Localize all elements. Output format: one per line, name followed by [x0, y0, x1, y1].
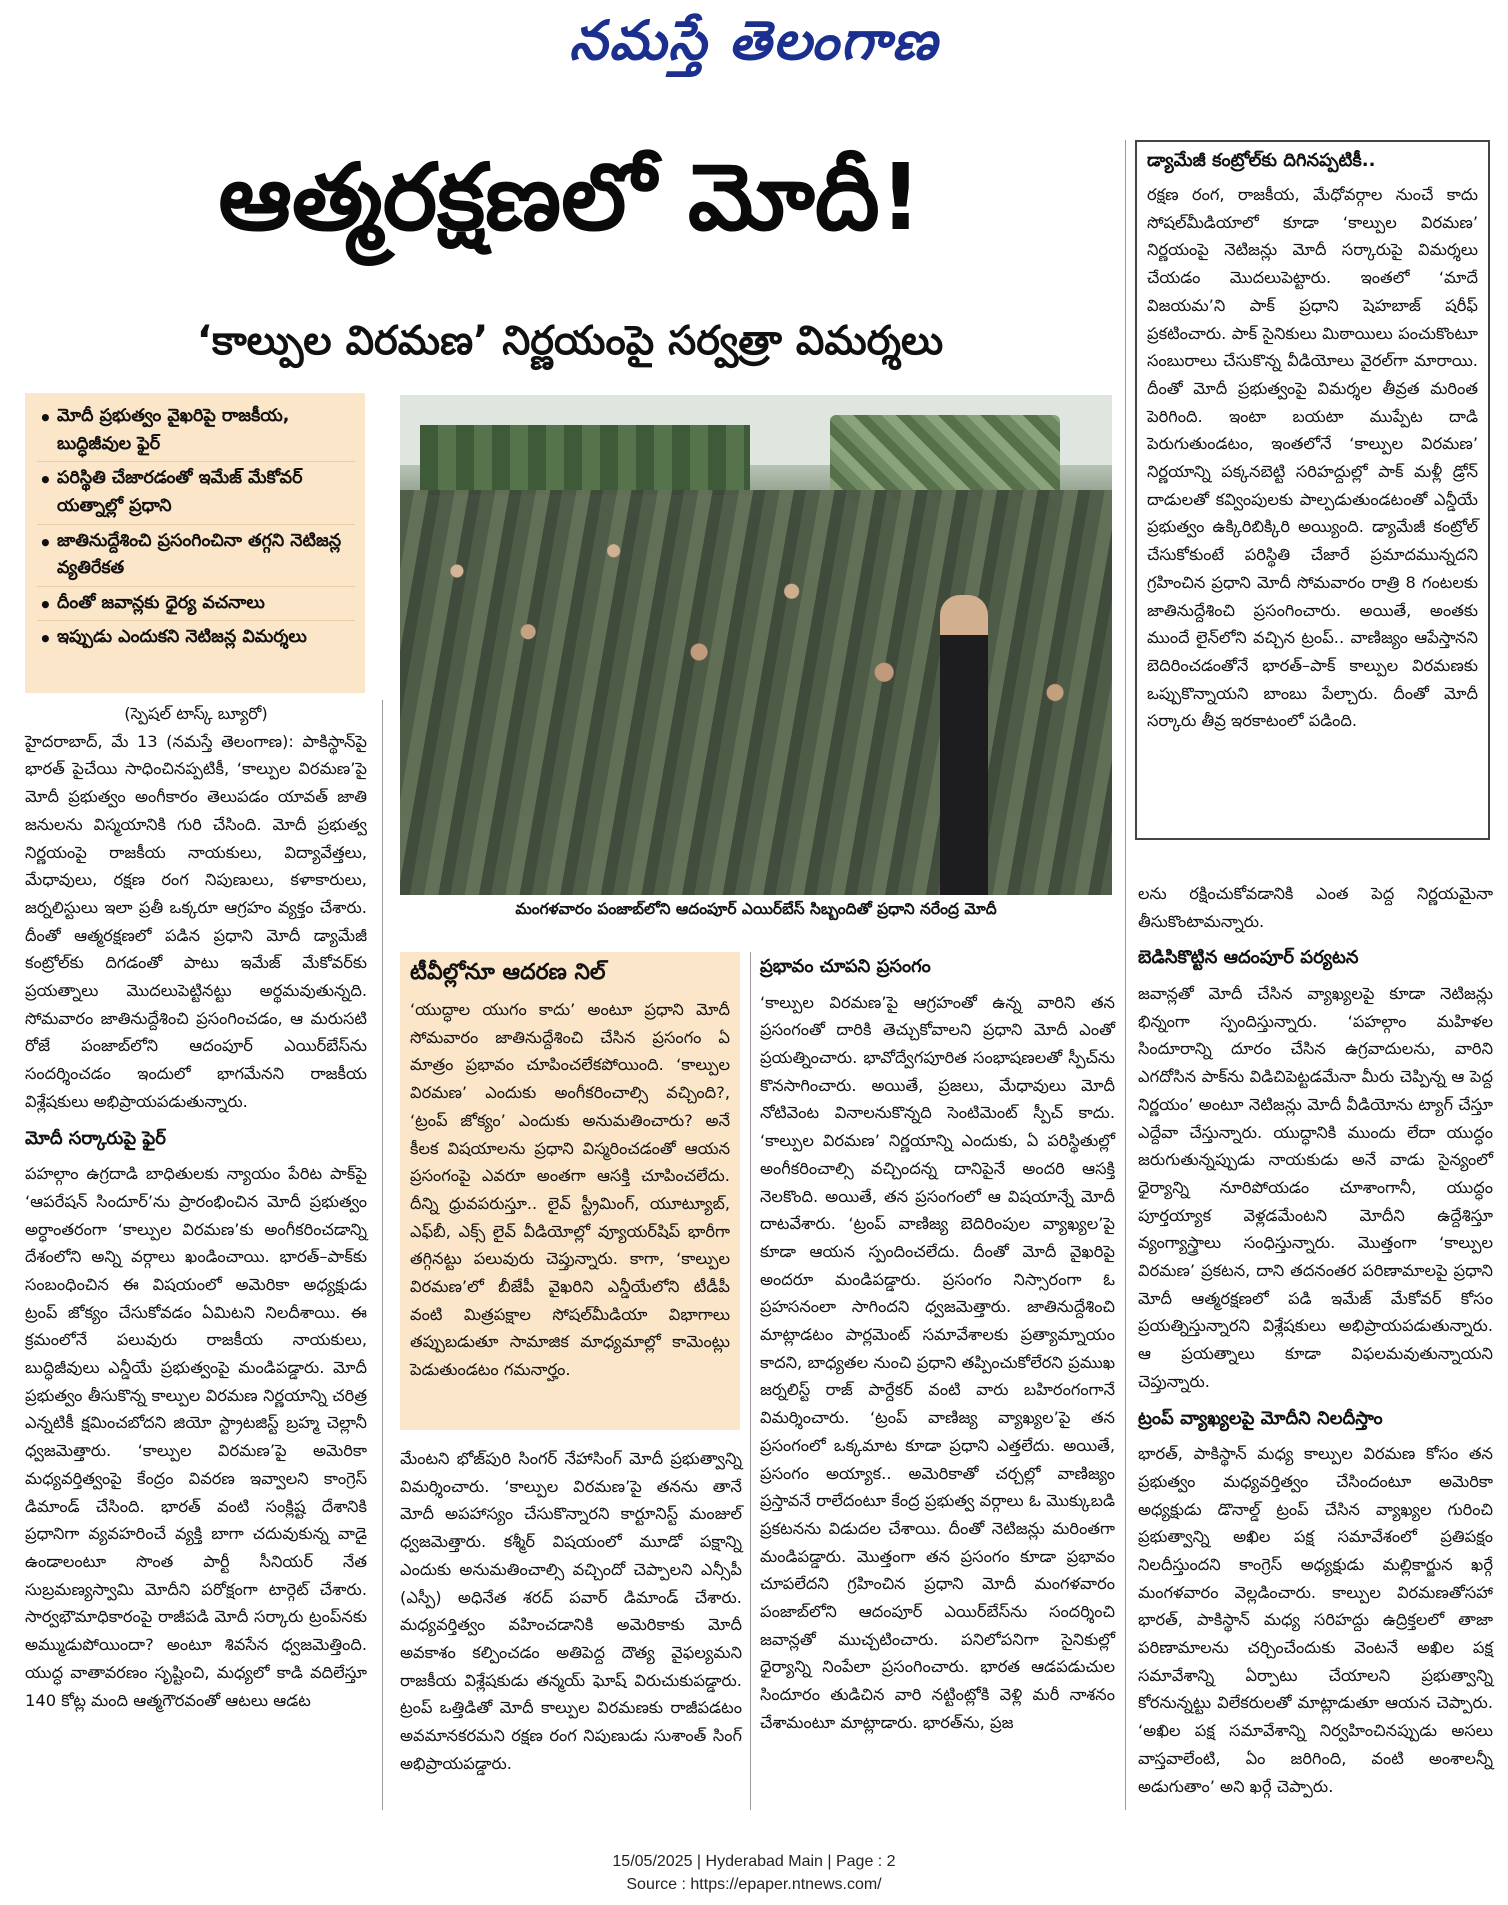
highlights-list: [37, 403, 355, 655]
headline: ఆత్మరక్షణలో మోదీ!: [218, 144, 922, 251]
article-body: భారత్, పాకిస్థాన్ మధ్య కాల్పుల విరమణ కోసం తన ప్రభుత్వం మధ్యవర్తిత్వం చేసిందంటూ అమెరికా అధ్యక్షుడు డొనాల్డ్ ట్రంప్ చేసిన వ్యాఖ్యల గురించి ప్రభుత్వాన్ని అఖిల పక్ష సమావేశంలో ప్రతిపక్షం నిలదీస్తుందని కాంగ్రెస్ అధ్యక్షుడు మల్లికార్జున ఖర్గే మంగళవారం వెల్లడించారు. కాల్పుల విరమణతోసహా భారత్, పాకిస్థాన్ మధ్య సరిహద్దు ఉద్రిక్తలలో తాజా పరిణామాలను చర్చించేందుకు వెంటనే అఖిల పక్ష సమావేశాన్ని ఏర్పాటు చేయాలని ప్రభుత్వాన్ని కోరనున్నట్టు విలేకరులతో మాట్లాడుతూ ఆయన చెప్పారు. ‘అఖిల పక్ష సమావేశాన్ని నిర్వహించినప్పుడు అసలు వాస్తవాలేంటి, ఏం జరిగింది, వంటి అంశాలన్నీ అడుగుతాం’ అని ఖర్గే చెప్పారు.: [1138, 1444, 1493, 1796]
article-column-2: [400, 1445, 742, 1815]
column-divider: [382, 700, 383, 1810]
source-link[interactable]: Source : https://epaper.ntnews.com/: [626, 1876, 882, 1894]
highlights-box: [25, 393, 365, 693]
article-lead: లను రక్షించుకోవడానికి ఎంత పెద్ద నిర్ణయమైనా తీసుకొంటామన్నారు.: [1138, 884, 1493, 931]
section-heading: ప్రభావం చూపని ప్రసంగం: [760, 956, 931, 977]
section-heading: మోదీ సర్కారుపై ఫైర్: [25, 1127, 166, 1149]
column-divider: [1125, 140, 1126, 1810]
highlight-item: • ఇప్పుడు ఎందుకని నెటిజన్ల విమర్శలు: [37, 624, 355, 655]
article-intro: హైదరాబాద్, మే 13 (నమస్తే తెలంగాణ): పాకిస్థాన్‌పై భారత్ పైచేయి సాధించినప్పటికీ, ‘కాల్పుల విరమణ’పై మోదీ ప్రభుత్వం అంగీకారం తెలుపడం యావత్ జాతి జనులను విస్మయానికి గురి చేసింది. మోదీ ప్రభుత్వ నిర్ణయంపై రాజకీయ నాయకులు, విద్యావేత్తలు, మేధావులు, రక్షణ రంగ నిపుణులు, కళాకారులు, జర్నలిస్టులు ఇలా ప్రతీ ఒక్కరూ ఆగ్రహం వ్యక్తం చేశారు. దీంతో ఆత్మరక్షణలో పడిన ప్రధాని మోదీ డ్యామేజీ కంట్రోల్‌కు దిగడంతో పాటు ఇమేజ్ మేకోవర్‌కు ప్రయత్నాలు మొదలుపెట్టినట్టు అర్థమవుతున్నది. సోమవారం జాతినుద్దేశించి ప్రసంగించడం, ఆ మరుసటి రోజే పంజాబ్‌లోని ఆదంపూర్ ఎయిర్‌బేస్‌ను సందర్శించడం ఇందులో భాగమేనని రాజకీయ విశ్లేషకులు అభిప్రాయపడుతున్నారు.: [25, 731, 367, 1111]
tv-sidebar-box: [400, 952, 740, 1430]
article-body: ‘కాల్పుల విరమణ’పై ఆగ్రహంతో ఉన్న వారిని తన ప్రసంగంతో దారికి తెచ్చుకోవాలని ప్రధాని మోదీ ఎంతో ప్రయత్నించారు. భావోద్వేగపూరిత సంభాషణలతో స్పీచ్‌ను కొనసాగించారు. అయితే, ప్రజలు, మేధావులు మోదీ నోటివెంట వినాలనుకొన్నది సెంటిమెంట్ స్పీచ్ కాదు. ‘కాల్పుల విరమణ’ నిర్ణయాన్ని ఎందుకు, ఏ పరిస్థితుల్లో అంగీకరించాల్సి వచ్చిందన్న దానిపైనే అందరి ఆసక్తి నెలకొంది. అయితే, తన ప్రసంగంలో ఆ విషయాన్నే మోదీ దాటవేశారు. ‘ట్రంప్ వాణిజ్య బెదిరింపుల వ్యాఖ్యల’పై కూడా ఆయన స్పందించలేదు. దీంతో మోదీ వైఖరిపై అందరూ మండిపడ్డారు. ప్రసంగం నిస్సారంగా ఓ ప్రహసనంలా సాగిందని ధ్వజమెత్తారు. జాతినుద్దేశించి మాట్లాడటం పార్లమెంట్ సమావేశాలకు ప్రత్యామ్నాయం కాదని, బాధ్యతల నుంచి ప్రధాని తప్పించుకోలేరని ప్రముఖ జర్నలిస్ట్ రాజ్ పార్దేకర్ వంటి వారు బహిరంగంగానే విమర్శించారు. ‘ట్రంప్ వాణిజ్య వ్యాఖ్యల’పై తన ప్రసంగంలో ఒక్కమాట కూడా ప్రధాని ఎత్తలేదు. అయితే, ప్రసంగం అయ్యాక.. అమెరికాతో చర్చల్లో వాణిజ్యం ప్రస్తావనే రాలేదంటూ కేంద్ర ప్రభుత్వ వర్గాలు ఓ మొక్కుబడి ప్రకటనను విడుదల చేశాయి. దీంతో నెటిజన్లు మరింతగా మండిపడ్డారు. మొత్తంగా తన ప్రసంగం కూడా ప్రభావం చూపలేదని గ్రహించిన ప్రధాని మోదీ మంగళవారం పంజాబ్‌లోని ఆదంపూర్ ఎయిర్‌బేస్‌ను సందర్శించి జవాన్లతో ముచ్చటించారు. పనిలోపనిగా సైనికుల్లో ధైర్యాన్ని నింపేలా ప్రసంగించారు. భారత ఆడపడుచుల సిందూరం తుడిచిన వారి నట్టింట్లోకి వెళ్లి మరీ నాశనం చేశామంటూ మాట్లాడారు. భారత్‌ను, ప్రజ: [760, 992, 1115, 1732]
news-photo: [400, 395, 1112, 895]
highlight-item: • పరిస్థితి చేజారడంతో ఇమేజ్ మేకోవర్ యత్నాల్లో ప్రధాని: [37, 465, 355, 524]
section-heading: ట్రంప్ వ్యాఖ్యలపై మోదీని నిలదీస్తాం: [1138, 1407, 1383, 1429]
tv-box-body: ‘యుద్ధాల యుగం కాదు’ అంటూ ప్రధాని మోదీ సోమవారం జాతినుద్దేశించి చేసిన ప్రసంగం ఏ మాత్రం ప్రభావం చూపించలేకపోయింది. ‘కాల్పుల విరమణ’ ఎందుకు అంగీకరించాల్సి వచ్చింది?, ‘ట్రంప్ జోక్యం’ ఎందుకు అనుమతించారు? అనే కీలక విషయాలను ప్రధాని విస్మరించడంతో ఆయన ప్రసంగంపై ఎవరూ అంతగా ఆసక్తి చూపించలేదు. దీన్ని ధ్రువపరుస్తూ.. లైవ్ స్ట్రీమింగ్, యూట్యూబ్, ఎఫ్‌బీ, ఎక్స్ లైవ్ వీడియోల్లో వ్యూయర్‌షిప్ భారీగా తగ్గినట్టు పలువురు చెప్తున్నారు. కాగా, ‘కాల్పుల విరమణ’లో బీజేపీ వైఖరిని ఎన్డీయేలోని టీడీపీ వంటి మిత్రపక్షాల సోషల్‌మీడియా విభాగాలు తప్పుబడుతూ సామాజిక మాధ్యమాల్లో కామెంట్లు పెడుతుండటం గమనార్హం.: [410, 1000, 730, 1380]
photo-crowd: [400, 490, 1112, 895]
photo-figure: [940, 595, 988, 895]
article-column-4: [1138, 880, 1493, 1810]
sidebox-body: రక్షణ రంగ, రాజకీయ, మేధోవర్గాల నుంచే కాదు సోషల్‌మీడియాలో కూడా ‘కాల్పుల విరమణ’ నిర్ణయంపై నెటిజన్లు మోదీ సర్కారుపై విమర్శలు చేయడం మొదలుపెట్టారు. ఇంతలో ‘మాదే విజయమ’ని పాక్ ప్రధాని షెహబాజ్ షరీఫ్ ప్రకటించారు. పాక్ సైనికులు మిఠాయిలు పంచుకొంటూ సంబురాలు చేసుకొన్న వీడియోలు వైరల్‌గా మారాయి. దీంతో మోదీ ప్రభుత్వంపై విమర్శల తీవ్రత మరింత పెరిగింది. ఇంటా బయటా ముప్పేట దాడి పెరుగుతుండటం, ఇంతలోనే ‘కాల్పుల విరమణ’ నిర్ణయాన్ని పక్కనబెట్టి సరిహద్దుల్లో పాక్ మళ్లీ డ్రోన్ దాడులతో కవ్వింపులకు పాల్పడుతుండటంతో ఎన్డీయే ప్రభుత్వం ఉక్కిరిబిక్కిరి అయ్యింది. డ్యామేజీ కంట్రోల్ చేసుకోకుంటే పరిస్థితి చేజారే ప్రమాదమున్నదని గ్రహించిన ప్రధాని మోదీ సోమవారం రాత్రి 8 గంటలకు జాతినుద్దేశించి ప్రసంగించారు. అయితే, అంతకు ముందే లైన్‌లోని వచ్చిన ట్రంప్.. వాణిజ్యం ఆపేస్తానని బెదిరించడంతోనే భారత్–పాక్ కాల్పుల విరమణకు ఒప్పుకొన్నాయని బాంబు పేల్చారు. దీంతో మోదీ సర్కారు తీవ్ర ఇరకాటంలో పడింది.: [1147, 185, 1478, 731]
tv-box-heading: టీవీల్లోనూ ఆదరణ నిల్: [410, 960, 606, 985]
edition-info: 15/05/2025 | Hyderabad Main | Page : 2: [612, 1853, 896, 1870]
damage-control-box: [1135, 140, 1490, 840]
masthead: నమస్తే తెలంగాణ: [569, 8, 939, 72]
photo-caption: మంగళవారం పంజాబ్‌లోని ఆదంపూర్ ఎయిర్‌బేస్ సిబ్బందితో ప్రధాని నరేంద్ర మోదీ: [515, 900, 997, 918]
page-footer: [0, 1850, 1508, 1896]
highlight-item: • జాతినుద్దేశించి ప్రసంగించినా తగ్గని నెటిజన్ల వ్యతిరేకత: [37, 528, 355, 587]
section-heading: బెడిసికొట్టిన ఆదంపూర్ పర్యటన: [1138, 947, 1359, 969]
article-body: మేంటని భోజ్‌పురి సింగర్ నేహాసింగ్ మోదీ ప్రభుత్వాన్ని విమర్శించారు. ‘కాల్పుల విరమణ’పై తనను తానే మోదీ అపహాస్యం చేసుకొన్నారని కార్టూనిస్ట్ మంజుల్ ధ్వజమెత్తారు. కశ్మీర్ విషయంలో మూడో పక్షాన్ని ఎందుకు అనుమతించాల్సి వచ్చిందో చెప్పాలని ఎన్సీపీ (ఎస్పీ) అధినేత శరద్ పవార్ డిమాండ్ చేశారు. మధ్యవర్తిత్వం వహించడానికి అమెరికాకు మోదీ అవకాశం కల్పించడం అతిపెద్ద దౌత్య వైఫల్యమని రాజకీయ విశ్లేషకుడు తన్మయ్ ఘోష్ విరుచుకుపడ్డారు. ట్రంప్ ఒత్తిడితో మోదీ కాల్పుల విరమణకు రాజీపడటం అవమానకరమని రక్షణ రంగ నిపుణుడు సుశాంత్ సింగ్ అభిప్రాయపడ్డారు.: [400, 1449, 742, 1773]
subheadline: ‘కాల్పుల విరమణ’ నిర్ణయంపై సర్వత్రా విమర్శలు: [196, 318, 944, 364]
column-divider: [750, 952, 751, 1810]
article-column-1: [25, 700, 367, 1800]
photo-tent: [420, 425, 750, 495]
highlight-item: • మోదీ ప్రభుత్వం వైఖరిపై రాజకీయ, బుద్ధిజీవుల ఫైర్: [37, 403, 355, 462]
article-body: జవాన్లతో మోదీ చేసిన వ్యాఖ్యలపై కూడా నెటిజన్లు భిన్నంగా స్పందిస్తున్నారు. ‘పహల్గాం మహిళల సిందూరాన్ని దూరం చేసిన ఉగ్రవాదులను, వారిని ఎగదోసిన పాక్‌ను విడిచిపెట్టడమేనా మీరు చెప్పిన్న ఆ పెద్ద నిర్ణయం’ అంటూ నెటిజన్లు మోదీ వీడియోను ట్యాగ్ చేస్తూ ఎద్దేవా చేస్తున్నారు. యుద్ధానికి ముందు లేదా యుద్ధం జరుగుతున్నప్పుడు నాయకుడు అనే వాడు సైన్యంలో ధైర్యాన్ని నూరిపోయడం చూశాంగానీ, యుద్ధం పూర్తయ్యాక వెళ్లడమేంటని మోదీని ఉద్దేశిస్తూ వ్యంగ్యాస్త్రాలు సంధిస్తున్నారు. మొత్తంగా ‘కాల్పుల విరమణ’ ప్రకటన, దాని తదనంతర పరిణామాలపై ప్రధాని మోదీ ఆత్మరక్షణలో పడి ఇమేజ్ మేకోవర్ కోసం ప్రయత్నిస్తున్నారని విశ్లేషకులు అభిప్రాయపడుతున్నారు. ఆ ప్రయత్నాలు కూడా విఫలమవుతున్నాయని చెప్తున్నారు.: [1138, 984, 1493, 1391]
article-body: పహల్గాం ఉగ్రదాడి బాధితులకు న్యాయం పేరిట పాక్‌పై ‘ఆపరేషన్ సిందూర్’ను ప్రారంభించిన మోదీ ప్రభుత్వం అర్ధాంతరంగా ‘కాల్పుల విరమణ’కు అంగీకరించడాన్ని దేశంలోని అన్ని వర్గాలు ఖండించాయి. భారత్–పాక్‌కు సంబంధించిన ఈ విషయంలో అమెరికా అధ్యక్షుడు ట్రంప్ జోక్యం చేసుకోవడం ఏమిటని నిలదీశాయి. ఈ క్రమంలోనే పలువురు రాజకీయ నాయకులు, బుద్ధిజీవులు ఎన్డీయే ప్రభుత్వంపై మండిపడ్డారు. మోదీ ప్రభుత్వం తీసుకొన్న కాల్పుల విరమణ నిర్ణయాన్ని చరిత్ర ఎన్నటికీ క్షమించబోదని జియో స్ట్రాటజిస్ట్ బ్రహ్మ చెల్లానీ ధ్వజమెత్తారు. ‘కాల్పుల విరమణ’పై అమెరికా మధ్యవర్తిత్వంపై కేంద్రం వివరణ ఇవ్వాలని కాంగ్రెస్ డిమాండ్ చేసింది. భారత్ వంటి సంక్లిష్ట దేశానికి ప్రధానిగా వ్యవహరించే వ్యక్తి బాగా చదువుకున్న వాడై ఉండాలంటూ సొంత పార్టీ సీనియర్ నేత సుబ్రమణ్యస్వామి మోదీని పరోక్షంగా టార్గెట్ చేశారు. సార్వభౌమాధికారంపై రాజీపడి మోదీ సర్కారు ట్రంప్‌నకు అమ్ముడుపోయిందా? అంటూ శివసేన ధ్వజమెత్తింది. యుద్ధ వాతావరణం సృష్టించి, మధ్యలో కాడి వదిలేస్తూ 140 కోట్ల మంది ఆత్మగౌరవంతో ఆటలు ఆడట: [25, 1164, 367, 1710]
article-column-3: [760, 952, 1115, 1812]
highlight-item: • దీంతో జవాన్లకు ధైర్య వచనాలు: [37, 590, 355, 622]
sidebox-heading: డ్యామేజీ కంట్రోల్‌కు దిగినప్పటికీ..: [1147, 150, 1376, 171]
byline: (స్పెషల్ టాస్క్ బ్యూరో): [124, 704, 268, 723]
